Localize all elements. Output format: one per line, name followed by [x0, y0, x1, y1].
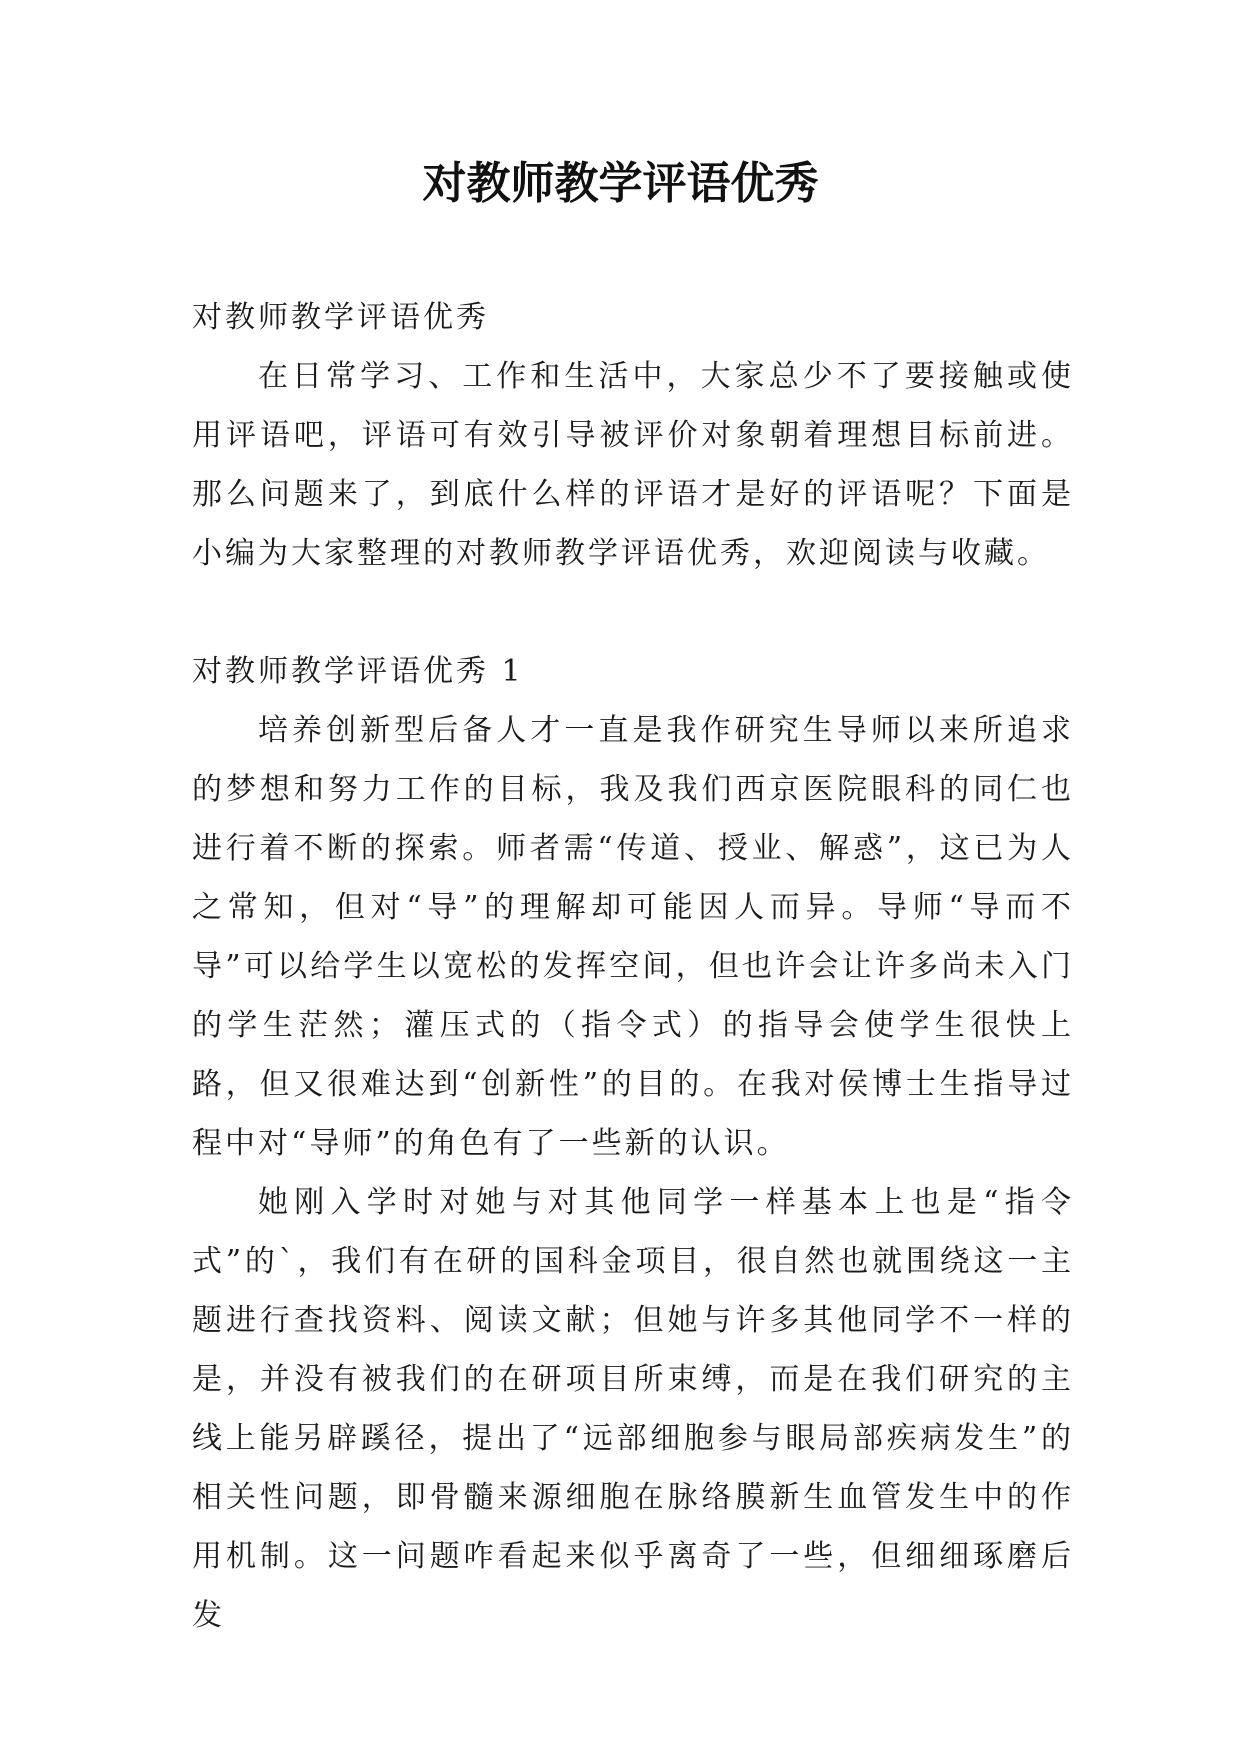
document-title: 对教师教学评语优秀 [422, 158, 819, 209]
section-spacer [192, 583, 1074, 642]
intro-paragraph: 在日常学习、工作和生活中，大家总少不了要接触或使用评语吧，评语可有效引导被评价对象朝着理想目标前进。那么问题来了，到底什么样的评语才是好的评语呢？下面是小编为大家整理的对教师教学评语优秀，欢迎阅读与收藏。 [192, 359, 1074, 571]
body-paragraph: 她刚入学时对她与对其他同学一样基本上也是“指令式”的`，我们有在研的国科金项目，很自然也就围绕这一主题进行查找资料、阅读文献；但她与许多其他同学不一样的是，并没有被我们的在研项目所束缚，而是在我们研究的主线上能另辟蹊径，提出了“远部细胞参与眼局部疾病发生”的相关性问题，即骨髓来源细胞在脉络膜新生血管发生中的作用机制。这一问题咋看起来似乎离奇了一些，但细细琢磨后发 [192, 1185, 1074, 1633]
section-heading: 对教师教学评语优秀 1 [192, 654, 524, 689]
body-paragraph: 培养创新型后备人才一直是我作研究生导师以来所追求的梦想和努力工作的目标，我及我们西京医院眼科的同仁也进行着不断的探索。师者需“传道、授业、解惑”，这已为人之常知，但对“导”的理解却可能因人而异。导师“导而不导”可以给学生以宽松的发挥空间，但也许会让许多尚未入门的学生茫然；灌压式的（指令式）的指导会使学生很快上路，但又很难达到“创新性”的目的。在我对侯博士生指导过程中对“导师”的角色有了一些新的认识。 [192, 713, 1074, 1161]
document-body [192, 288, 1074, 1645]
intro-heading: 对教师教学评语优秀 [192, 300, 489, 335]
